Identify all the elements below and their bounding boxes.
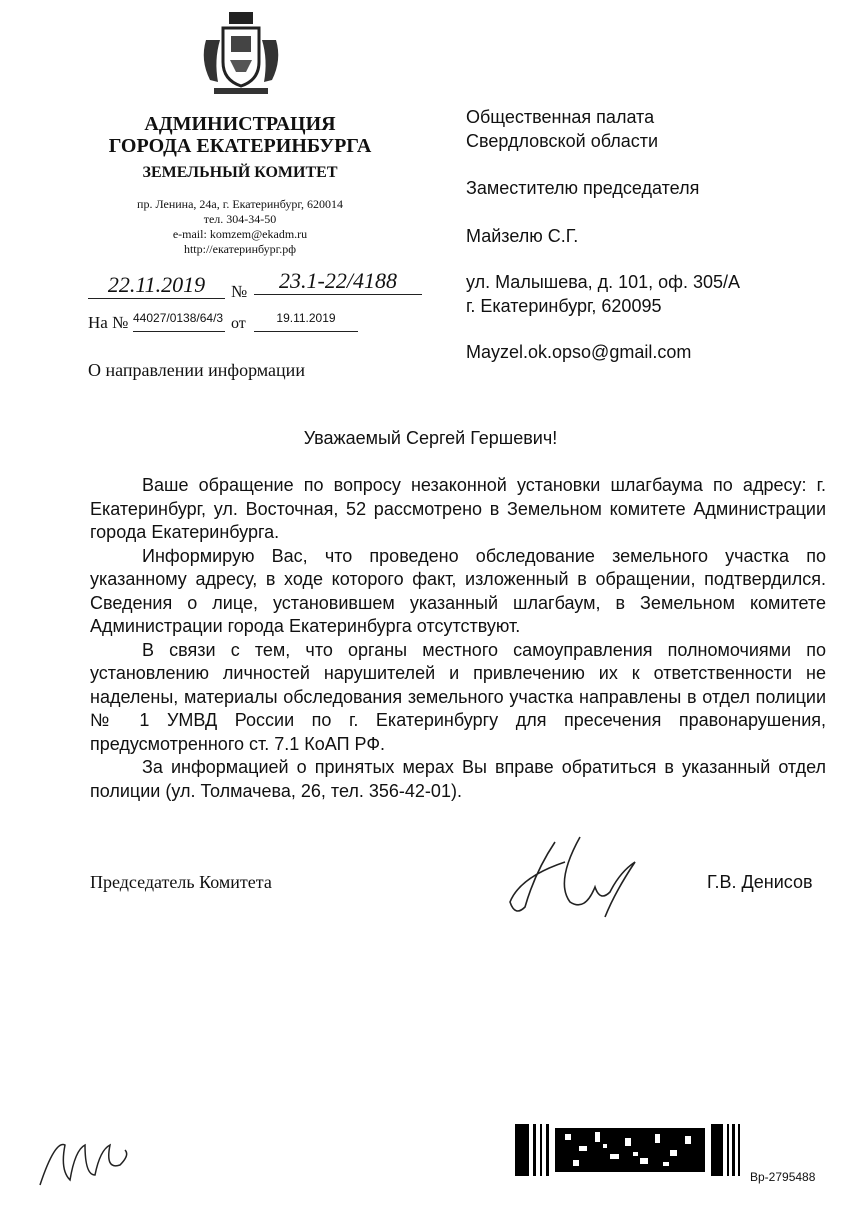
recipient-line1: Общественная палата — [466, 107, 655, 127]
signatory-position: Председатель Комитета — [90, 872, 272, 892]
paragraph: В связи с тем, что органы местного самоуправления полномочиями по установлению личностей нарушителей и привлечению их к ответственности не наделены, материалы обследования земельного участка направлены в отдел полиции № 1 УМВД России по г. Екатеринбургу для пресечения правонарушения, предусмотренного ст. 7.1 КоАП РФ. — [90, 639, 826, 754]
org-phone: тел. 304-34-50 — [203, 212, 277, 226]
greeting: Уважаемый Сергей Гершевич! — [303, 428, 558, 448]
paragraph: Ваше обращение по вопросу незаконной установки шлагбаума по адресу: г. Екатеринбург, ул. Восточная, 52 рассмотрено в Земельном комитете Администрации города Екатеринбурга. — [90, 475, 826, 542]
recipient-name: Майзелю С.Г. — [466, 226, 579, 246]
recipient-position: Заместителю председателя — [466, 178, 700, 198]
org-address: пр. Ленина, 24а, г. Екатеринбург, 620014 — [137, 197, 343, 211]
letter-body — [90, 474, 826, 803]
reply-label: На № — [88, 313, 129, 332]
reply-number: 44027/0138/64/3 — [133, 311, 225, 332]
subject: О направлении информации — [88, 360, 305, 380]
reply-date: 19.11.2019 — [254, 311, 358, 332]
from-label: от — [231, 315, 246, 332]
signatory-name: Г.В. Денисов — [707, 872, 813, 892]
handwritten-signature — [495, 832, 645, 922]
committee-name: ЗЕМЕЛЬНЫЙ КОМИТЕТ — [142, 164, 338, 181]
org-name-line2: ГОРОДА ЕКАТЕРИНБУРГА — [108, 135, 372, 157]
number-label: № — [231, 282, 248, 301]
barcode — [515, 1124, 740, 1176]
recipient-email: Mayzel.ok.opso@gmail.com — [466, 342, 692, 362]
document-code: Вр-2795488 — [750, 1170, 816, 1184]
recipient-address2: г. Екатеринбург, 620095 — [466, 296, 662, 316]
recipient-address1: ул. Малышева, д. 101, оф. 305/А — [466, 272, 740, 292]
registration-number: 23.1-22/4188 — [254, 268, 422, 295]
initials-signature — [30, 1130, 140, 1190]
org-email: e-mail: komzem@ekadm.ru — [172, 227, 308, 241]
coat-of-arms-emblem — [196, 10, 286, 100]
registration-date: 22.11.2019 — [88, 272, 225, 299]
paragraph: За информацией о принятых мерах Вы вправе обратиться в указанный отдел полиции (ул. Толмачева, 26, тел. 356-42-01). — [90, 757, 826, 801]
org-name-line1: АДМИНИСТРАЦИЯ — [144, 113, 336, 135]
paragraph: Информирую Вас, что проведено обследование земельного участка по указанному адресу, в ходе которого факт, изложенный в обращении, подтвердился. Сведения о лице, установившем указанный шлагбаум, в Земельном комитете Администрации города Екатеринбурга отсутствуют. — [90, 545, 826, 636]
recipient-line2: Свердловской области — [466, 131, 659, 151]
org-website: http://екатеринбург.рф — [183, 242, 297, 256]
